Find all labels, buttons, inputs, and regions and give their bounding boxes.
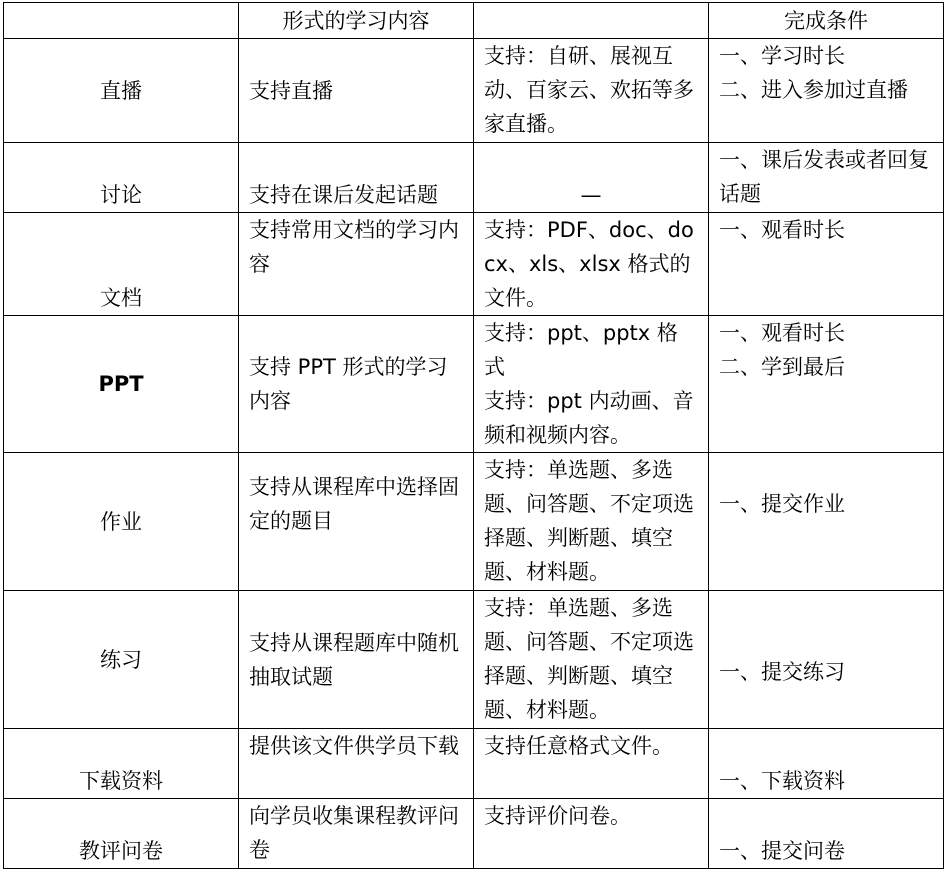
row-support-cell: 支持：PDF、doc、docx、xls、xlsx 格式的文件。 [474,213,709,316]
row-condition-cell: 一、下载资料 [709,729,944,799]
learning-content-table [3,2,944,869]
row-condition-cell: 一、学习时长 二、进入参加过直播 [709,39,944,143]
table-row [4,213,944,316]
row-type-cell: PPT [4,316,239,453]
row-support-cell: 支持：单选题、多选题、问答题、不定项选择题、判断题、填空题、材料题。 [474,453,709,591]
row-content-cell: 支持直播 [239,39,474,143]
header-cell-condition: 完成条件 [709,3,944,39]
row-type-cell: 教评问卷 [4,799,239,869]
row-type-cell: 下载资料 [4,729,239,799]
row-support-cell: 支持：自研、展视互动、百家云、欢拓等多家直播。 [474,39,709,143]
row-content-cell: 向学员收集课程教评问卷 [239,799,474,869]
table-row [4,453,944,591]
row-condition-cell: 一、提交问卷 [709,799,944,869]
row-support-cell: 支持评价问卷。 [474,799,709,869]
table-row [4,591,944,729]
row-condition-cell: 一、提交练习 [709,591,944,729]
row-support-cell: 支持任意格式文件。 [474,729,709,799]
row-condition-cell: 一、观看时长 [709,213,944,316]
row-content-cell: 支持常用文档的学习内容 [239,213,474,316]
row-type-cell: 直播 [4,39,239,143]
header-cell-type [4,3,239,39]
row-content-cell: 支持从课程题库中随机抽取试题 [239,591,474,729]
row-type-cell: 讨论 [4,143,239,213]
table-row [4,799,944,869]
row-type-cell: 文档 [4,213,239,316]
header-cell-content: 形式的学习内容 [239,3,474,39]
row-content-cell: 支持 PPT 形式的学习内容 [239,316,474,453]
row-support-cell: — [474,143,709,213]
row-support-cell: 支持：单选题、多选题、问答题、不定项选择题、判断题、填空题、材料题。 [474,591,709,729]
row-content-cell: 支持从课程库中选择固定的题目 [239,453,474,591]
row-condition-cell: 一、提交作业 [709,453,944,591]
table-header-row [4,3,944,39]
table-row [4,729,944,799]
row-type-cell: 作业 [4,453,239,591]
table-row [4,143,944,213]
row-content-cell: 支持在课后发起话题 [239,143,474,213]
row-condition-cell: 一、观看时长 二、学到最后 [709,316,944,453]
row-content-cell: 提供该文件供学员下载 [239,729,474,799]
row-type-cell: 练习 [4,591,239,729]
header-cell-support [474,3,709,39]
table-row [4,316,944,453]
table-row [4,39,944,143]
row-support-cell: 支持：ppt、pptx 格式 支持：ppt 内动画、音频和视频内容。 [474,316,709,453]
row-condition-cell: 一、课后发表或者回复话题 [709,143,944,213]
